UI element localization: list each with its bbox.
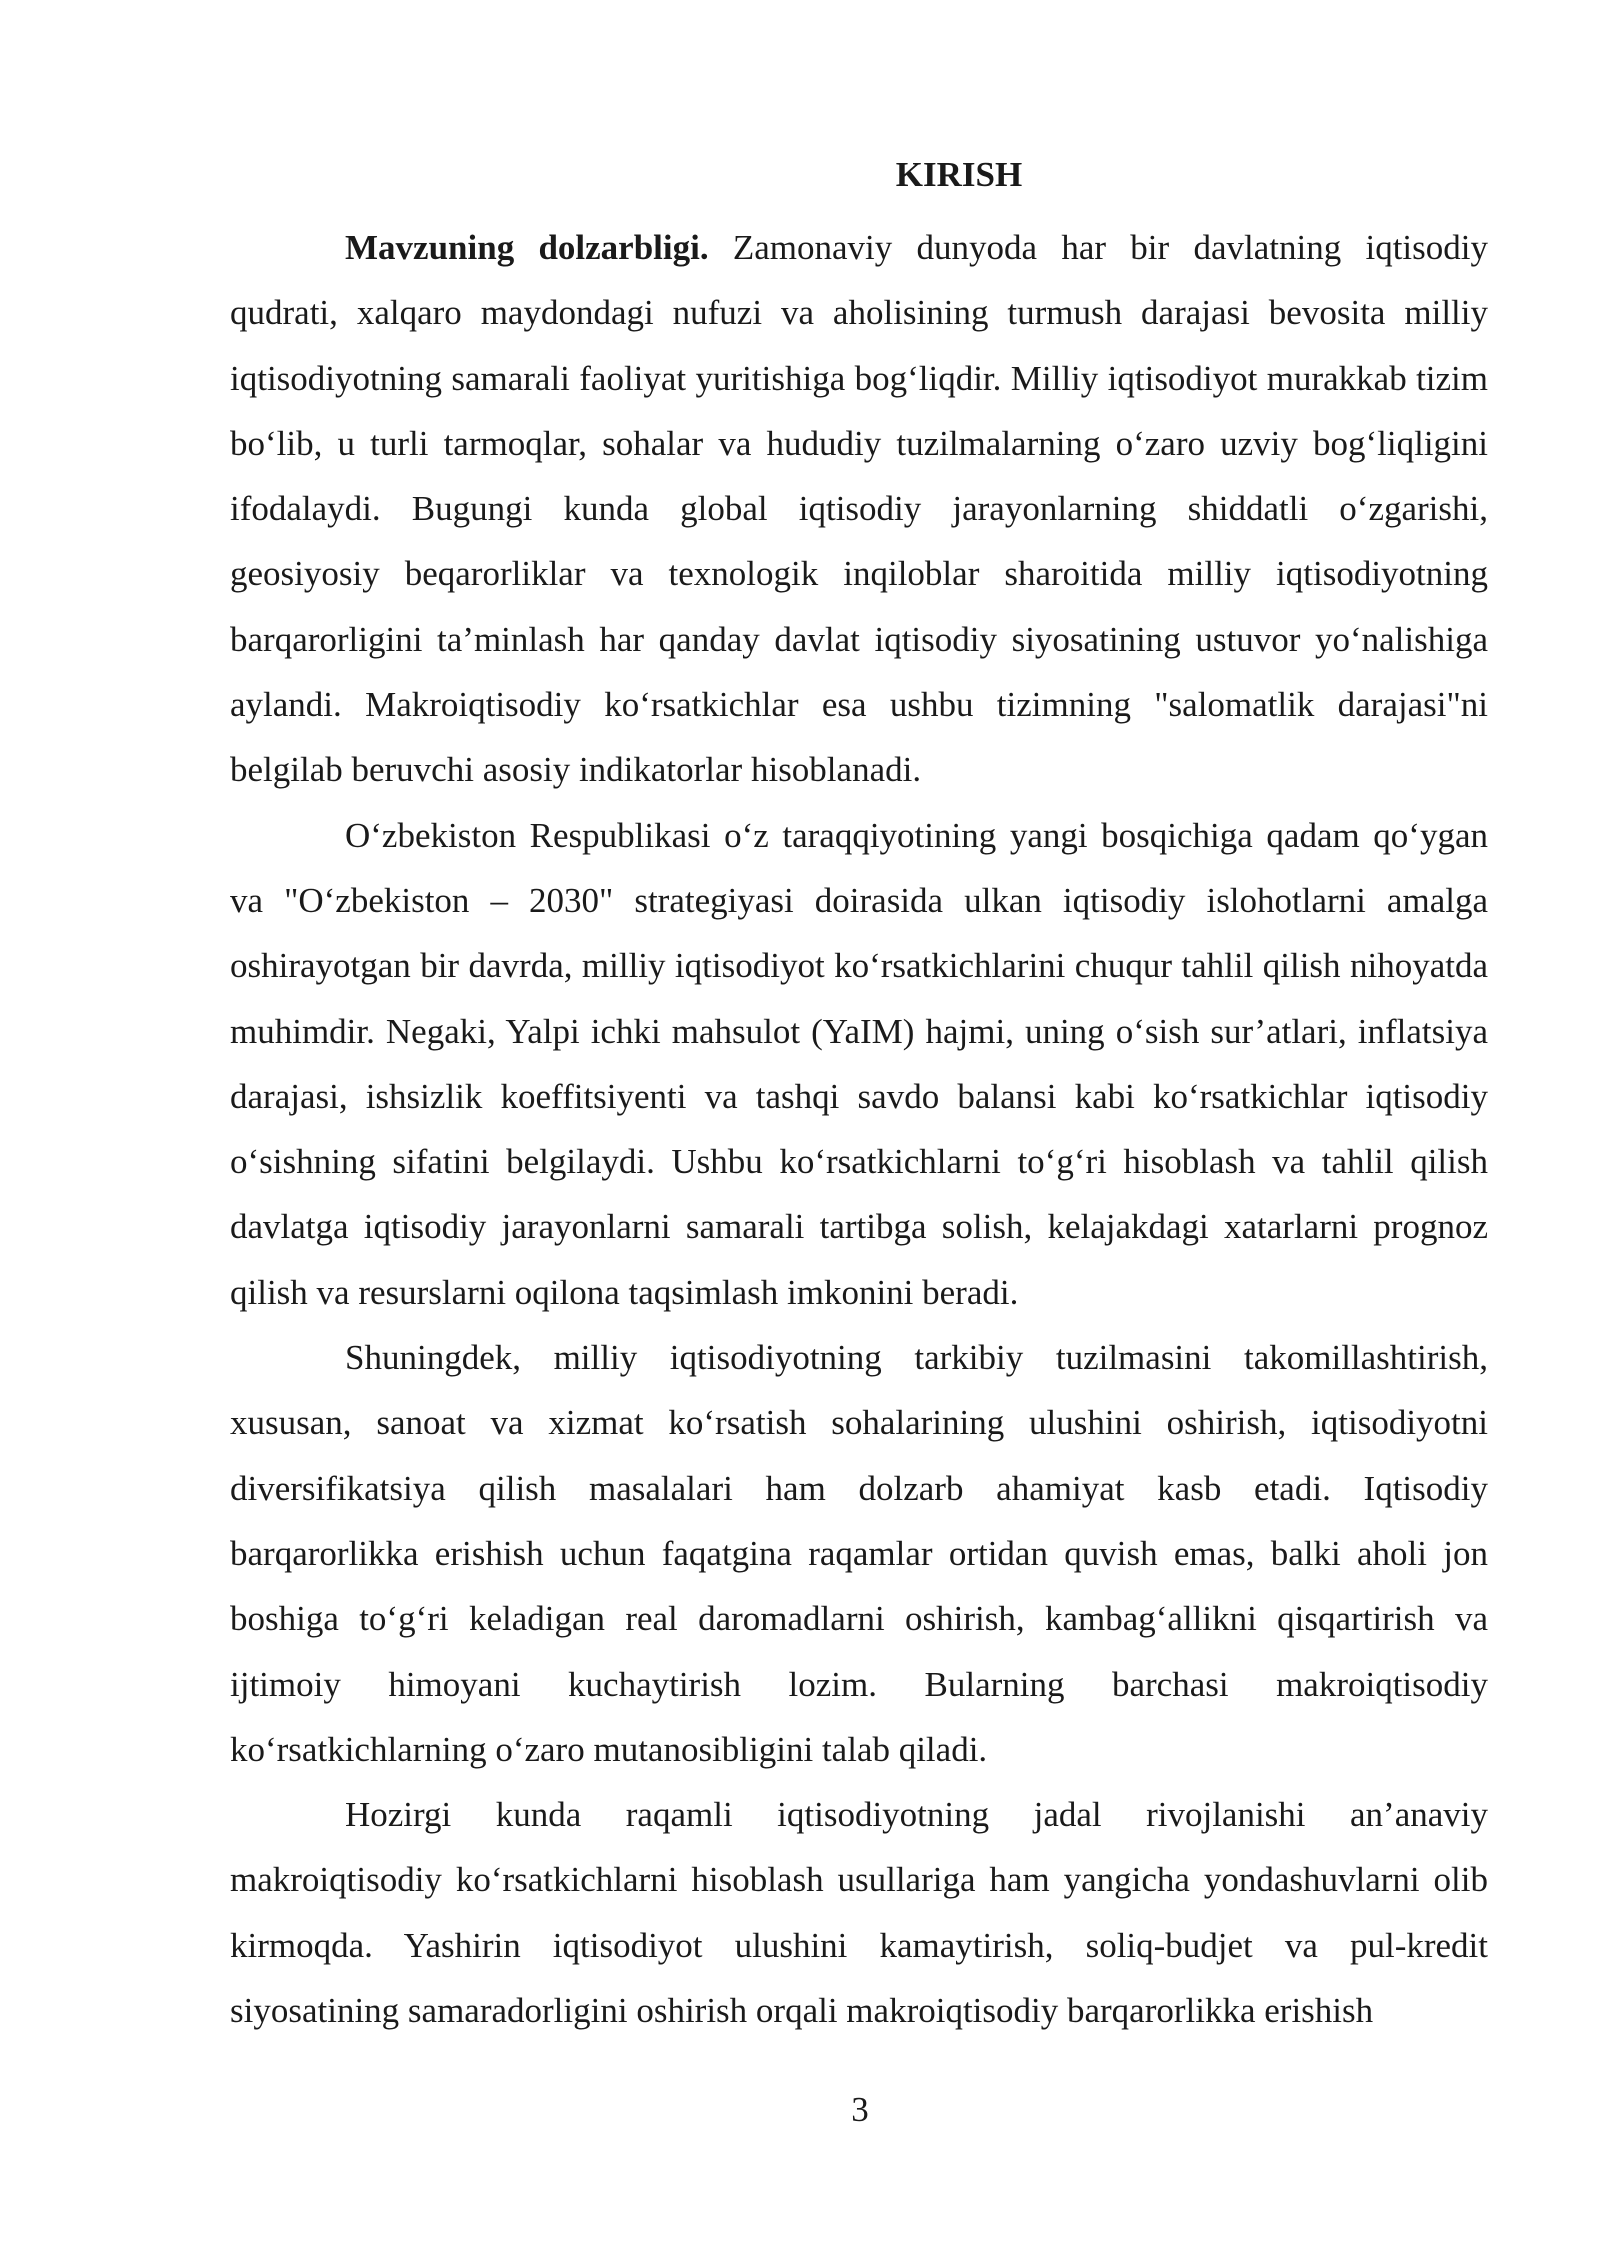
paragraph-2: O‘zbekiston Respublikasi o‘z taraqqiyotining yangi bosqichiga qadam qo‘ygan va "O‘zbekiston – 2030" strategiyasi doirasida ulkan iqtisodiy islohotlarni amalga oshirayotgan bir davrda, milliy iqtisodiyot ko‘rsatkichlarini chuqur tahlil qilish nihoyatda muhimdir. Negaki, Yalpi ichki mahsulot (YaIM) hajmi, uning o‘sish sur’atlari, inflatsiya darajasi, ishsizlik koeffitsiyenti va tashqi savdo balansi kabi ko‘rsatkichlar iqtisodiy o‘sishning sifatini belgilaydi. Ushbu ko‘rsatkichlarni to‘g‘ri hisoblash va tahlil qilish davlatga iqtisodiy jarayonlarni samarali tartibga solish, kelajakdagi xatarlarni prognoz qilish va resurslarni oqilona taqsimlash imkonini beradi. bbox=[230, 815, 1488, 1312]
paragraph-text: Zamonaviy dunyoda har bir davlatning iqtisodiy qudrati, xalqaro maydondagi nufuzi va aholisining turmush darajasi bevosita milliy iqtisodiyotning samarali faoliyat yuritishiga bog‘liqdir. Milliy iqtisodiyot murakkab tizim bo‘lib, u turli tarmoqlar, sohalar va hududiy tuzilmalarning o‘zaro uzviy bog‘liqligini ifodalaydi. Bugungi kunda global iqtisodiy jarayonlarning shiddatli o‘zgarishi, geosiyosiy beqarorliklar va texnologik inqiloblar sharoitida milliy iqtisodiyotning barqarorligini ta’minlash har qanday davlat iqtisodiy siyosatining ustuvor yo‘nalishiga aylandi. Makroiqtisodiy ko‘rsatkichlar esa ushbu tizimning "salomatlik darajasi"ni belgilab beruvchi asosiy indikatorlar hisoblanadi. bbox=[230, 228, 1488, 790]
paragraph-4: Hozirgi kunda raqamli iqtisodiyotning jadal rivojlanishi an’anaviy makroiqtisodiy ko‘rsatkichlarni hisoblash usullariga ham yangicha yondashuvlarni olib kirmoqda. Yashirin iqtisodiyot ulushini kamaytirish, soliq-budjet va pul-kredit siyosatining samaradorligini oshirish orqali makroiqtisodiy barqarorlikka erishish bbox=[230, 1795, 1488, 2031]
paragraph-3: Shuningdek, milliy iqtisodiyotning tarkibiy tuzilmasini takomillashtirish, xususan, sanoat va xizmat ko‘rsatish sohalarining ulushini oshirish, iqtisodiyotni diversifikatsiya qilish masalalari ham dolzarb ahamiyat kasb etadi. Iqtisodiy barqarorlikka erishish uchun faqatgina raqamlar ortidan quvish emas, balki aholi jon boshiga to‘g‘ri keladigan real daromadlarni oshirish, kambag‘allikni qisqartirish va ijtimoiy himoyani kuchaytirish lozim. Bularning barchasi makroiqtisodiy ko‘rsatkichlarning o‘zaro mutanosibligini talab qiladi. bbox=[230, 1338, 1488, 1769]
document-body bbox=[230, 150, 1488, 2043]
paragraph-1 bbox=[230, 215, 1488, 803]
paragraph-lead: Mavzuning dolzarbligi. bbox=[345, 228, 709, 267]
page-number: 3 bbox=[851, 2090, 869, 2129]
section-heading: KIRISH bbox=[895, 155, 1023, 194]
